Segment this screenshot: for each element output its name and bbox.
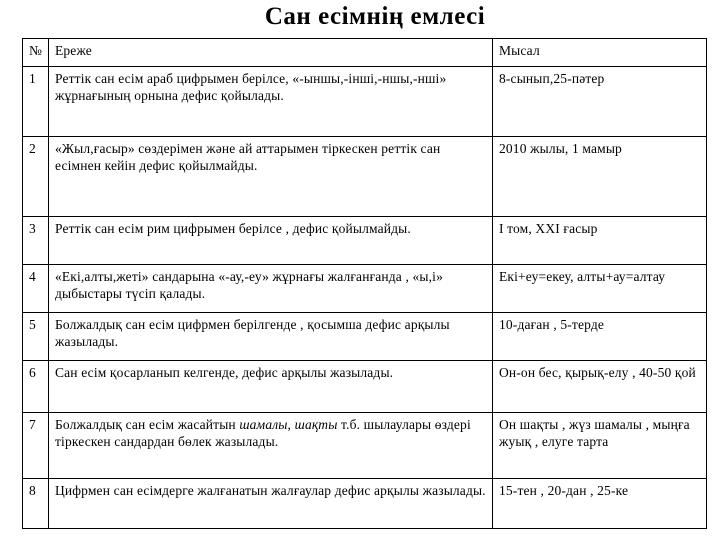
row-rule [49, 313, 493, 361]
rule-text-pre: «Жыл,ғасыр» сөздерімен және ай аттарымен тіркескен реттік сан есімнен кейін дефис қойылмайды. [55, 141, 441, 173]
rule-text-post: т.б. шылаулары өздері тіркескен сандардан бөлек жазылады. [55, 417, 471, 449]
row-rule [49, 217, 493, 265]
table-row [23, 67, 707, 137]
row-number: 2 [23, 137, 49, 217]
row-rule [49, 67, 493, 137]
row-example: 2010 жылы, 1 мамыр [493, 137, 707, 217]
row-rule [49, 361, 493, 413]
row-number: 8 [23, 479, 49, 529]
document-page [0, 2, 720, 542]
rule-text-pre: Цифрмен сан есімдерге жалғанатын жалғаулар дефис арқылы жазылады. [55, 483, 486, 498]
row-number: 3 [23, 217, 49, 265]
rule-text-italic: шамалы, шақты [239, 417, 338, 432]
row-rule [49, 479, 493, 529]
table-row [23, 217, 707, 265]
rule-text-pre: Сан есім қосарланып келгенде, дефис арқылы жазылады. [55, 365, 394, 380]
rules-table-container [22, 38, 706, 529]
table-row [23, 265, 707, 313]
table-header [23, 39, 707, 67]
table-row [23, 361, 707, 413]
row-rule [49, 413, 493, 479]
rule-text-pre: Болжалдық сан есім цифрмен берілгенде , қосымша дефис арқылы жазылады. [55, 317, 450, 349]
table-row [23, 479, 707, 529]
row-number: 7 [23, 413, 49, 479]
row-number: 6 [23, 361, 49, 413]
rule-text-pre: Болжалдық сан есім жасайтын [55, 417, 240, 432]
rule-text-pre: Реттік сан есім араб цифрымен берілсе, «-ыншы,-інші,-ншы,-нші» жұрнағының орнына дефис қойылады. [55, 71, 447, 103]
rules-table [22, 38, 707, 529]
table-row [23, 313, 707, 361]
row-example: 8-сынып,25-пәтер [493, 67, 707, 137]
column-header-example: Мысал [493, 39, 707, 67]
table-header-row [23, 39, 707, 67]
rule-text-pre: Реттік сан есім рим цифрымен берілсе , дефис қойылмайды. [55, 221, 411, 236]
row-number: 1 [23, 67, 49, 137]
row-example: I том, XXI ғасыр [493, 217, 707, 265]
table-row [23, 413, 707, 479]
row-number: 5 [23, 313, 49, 361]
row-example: Он-он бес, қырық-елу , 40-50 қой [493, 361, 707, 413]
column-header-rule: Ереже [49, 39, 493, 67]
rule-text-pre: «Екі,алты,жеті» сандарына «-ау,-еу» жұрнағы жалғанғанда , «ы,і» дыбыстары түсіп қалады. [55, 269, 443, 301]
row-example: Екі+еу=екеу, алты+ау=алтау [493, 265, 707, 313]
row-number: 4 [23, 265, 49, 313]
page-title: Сан есімнің емлесі [264, 3, 486, 30]
row-rule [49, 137, 493, 217]
row-example: 15-тен , 20-дан , 25-ке [493, 479, 707, 529]
table-row [23, 137, 707, 217]
table-body [23, 67, 707, 529]
row-example: Он шақты , жүз шамалы , мыңға жуық , елуге тарта [493, 413, 707, 479]
row-rule [49, 265, 493, 313]
column-header-number: № [23, 39, 49, 67]
row-example: 10-даған , 5-терде [493, 313, 707, 361]
